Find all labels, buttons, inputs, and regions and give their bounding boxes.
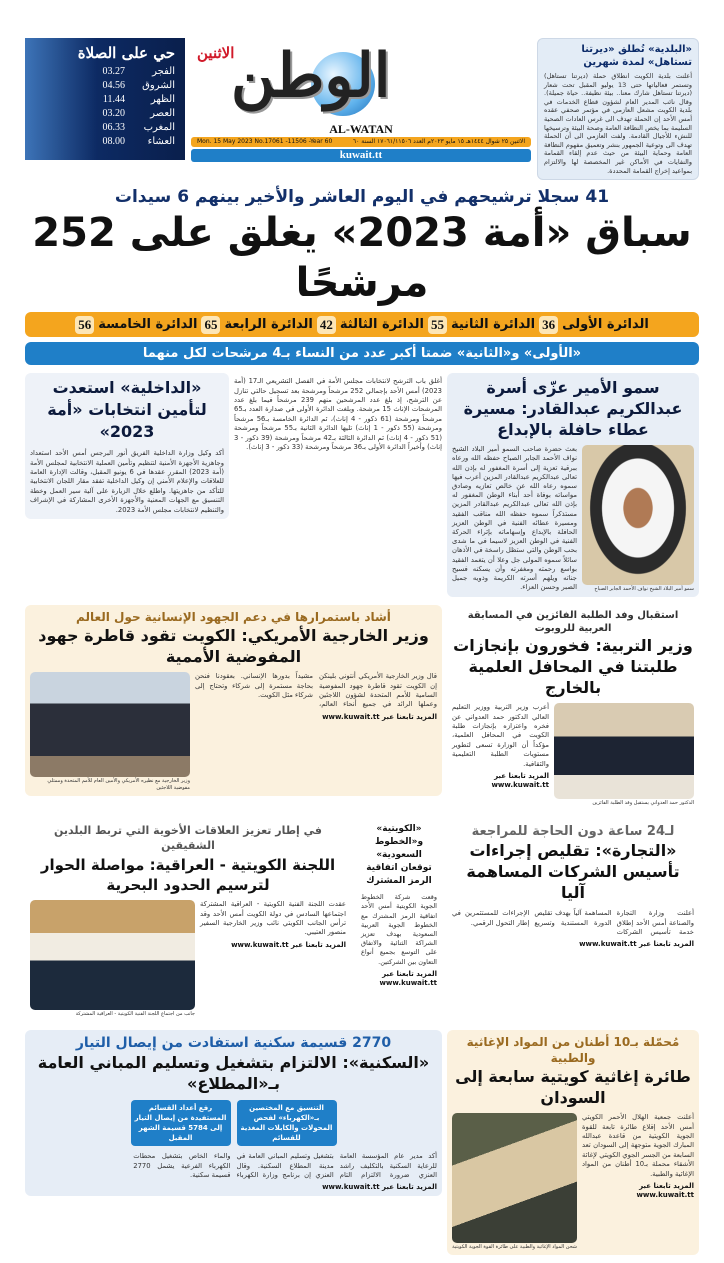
district-count: 55 bbox=[428, 316, 447, 334]
housing-highlight-box: التنسيق مع المختصين بـ«الكهرباء» لفحص المحولات والكابلات المغذية للقسائم bbox=[237, 1100, 337, 1146]
ear-body: أعلنت بلدية الكويت انطلاق حملة (ديرتنا تستاهل) وتستمر فعالياتها حتى 13 يوليو المقبل تحت شعار (ديرتنا تستاهل شارك معنا.. بيئة نظيفة.. حياة جميلة). وقال نائب المدير العام لشؤون قطاع الخدمات في بلدية الكويت مشعل العازمي في مؤتمر صحفي عقده أمس الأحد إن الحملة تهدف الى غرس العادات الصحية السليمة بما يخص النظافة العامة وصحة البيئة وترسيخها للنشء للأجيال القادمة. ولفت العازمي الى أن الحملة تهدف الى وتوعية الجمهور بنشر وتعميق مفهوم النظافة العامة وحماية البيئة من حيث عدم إلقاء القمامة والنفايات في الأماكن غير المخصصة لها والالتزام بمواعيد إخراج القمامة المحددة. bbox=[544, 72, 692, 175]
ear-headline: «البلدية» تُطلق «ديرتنا تستاهل» لمدة شهرين bbox=[581, 44, 692, 68]
sudan-kicker: مُحمّلة بـ10 أطنان من المواد الإغاثية والطبية bbox=[466, 1035, 680, 1066]
amir-body: بعث حضرة صاحب السمو أمير البلاد الشيخ نواف الأحمد الجابر الصباح حفظه الله ورعاه ببرقية تعزية إلى أسرة المغفور له بإذن الله تعالى عبدالكريم عبدالقادر المزين أعرب فيها سموه رعاه الله عن خالص تعازيه وصادق مواساته بوفاة أحد أبناء الوطن المغفور له بإذن الله تعالى عبدالكريم عبدالقادر المزين مستذكراً سموه حفظه الله مناقب الفقيد ومسيرة عطائه الفنية في الوطن العزيز الحافلة بالإبداع وإسهاماته بإثراء الحركة الفنية في الوطن العزيز لاسيما في ما شدى بحب الوطن والتي ستظل راسخة في الأذهان سائلاً سموه المولى جل وعلا أن يتغمد الفقيد بواسع رحمته ومغفرته وأن يسكنه فسيح جناته ويلهم أسرته الكريمة وذويه جميل الصبر وحسن العزاء. bbox=[452, 445, 577, 592]
district-count: 36 bbox=[539, 316, 558, 334]
iraq-more-link[interactable]: المزيد تابعنا عبر www.kuwait.tt bbox=[231, 940, 346, 949]
education-more-link[interactable]: المزيد تابعنا عبر www.kuwait.tt bbox=[491, 771, 549, 789]
iraq-media bbox=[30, 900, 346, 1018]
district-count: 42 bbox=[317, 316, 336, 334]
women-candidates-bar: «الأولى» و«الثانية» ضمتا أكبر عدد من النساء بـ4 مرشحات لكل منهما bbox=[25, 342, 699, 365]
interior-body: أكد وكيل وزارة الداخلية الفريق أنور البرجس أمس الأحد استعداد وجاهزية الأجهزة الأمنية لتنظيم وتأمين العملية الانتخابية لمجلس الأمة (أمة 2023) المقرر عقدها في 6 يونيو المقبل، وقالت الإدارة العامة للعلاقات والإعلام الأمني إن وكيل الداخلية تفقد مقار اللجان الانتخابية للتأكد من جاهزيتها. واطلع خلال الزيارة على آلية سير العمل وخطة التنسيق مع الجهات المعنية والأجهزة الأخرى المشاركة في الإشراف والتنظيم لانتخابات مجلس الأمة 2023. bbox=[30, 449, 224, 514]
iraq-body: عقدت اللجنة الفنية الكويتية - العراقية المشتركة اجتماعها السادس في دولة الكويت أمس الأحد وقد ترأس الجانب الكويتي نائب وزير الخارجية السفير منصور العتيبي. bbox=[200, 900, 346, 937]
education-story bbox=[447, 605, 699, 811]
commerce-body: أعلنت وزارة التجارة والصناعة أمس الأحد إطلاق خدمة تأسيس الشركات المساهمة آلياً بهدف تقليص الدورة المستندية وتسريع الإجراءات للمستثمرين في إطار التحول الرقمي. bbox=[452, 909, 694, 936]
amir-headline: سمو الأمير عزّى أسرة عبدالكريم عبدالقادر: مسيرة عطاء حافلة بالإبداع bbox=[463, 378, 683, 440]
education-headline: وزير التربية: فخورون بإنجازات طلبتنا في المحافل العلمية بالخارج bbox=[453, 636, 693, 698]
sudan-caption: شحن المواد الإغاثية والطبية على طائرة القوة الجوية الكويتية bbox=[452, 1244, 577, 1251]
prayer-times-box bbox=[25, 38, 185, 160]
prayer-time: 03.20 bbox=[102, 108, 125, 119]
education-text bbox=[452, 703, 549, 790]
prayer-title: حي على الصلاة bbox=[77, 44, 175, 62]
blinken-photo bbox=[30, 672, 190, 777]
iraq-caption: جانب من اجتماع اللجنة الفنية الكويتية - العراقية المشتركة bbox=[75, 1011, 195, 1018]
iraq-text bbox=[200, 900, 346, 950]
commerce-story bbox=[447, 819, 699, 953]
prayer-row bbox=[35, 135, 175, 149]
sudan-media bbox=[452, 1113, 694, 1251]
housing-highlight-box: رفع أعداد القسائم المستفيدة من إيصال التيار إلى 5784 قسيمة الشهر المقبل bbox=[131, 1100, 231, 1146]
prayer-row bbox=[35, 65, 175, 79]
education-figure bbox=[554, 703, 694, 807]
row-1 bbox=[25, 373, 699, 597]
housing-more-link[interactable]: المزيد تابعنا عبر www.kuwait.tt bbox=[322, 1183, 437, 1192]
prayer-row bbox=[35, 93, 175, 107]
dateline bbox=[191, 137, 531, 147]
housing-headline: «السكنية»: الالتزام بتشغيل وتسليم المباني العامة بـ«المطلاع» bbox=[37, 1053, 430, 1094]
row-4 bbox=[25, 1030, 699, 1255]
prayer-time: 08.00 bbox=[102, 136, 125, 147]
sudan-text bbox=[582, 1113, 694, 1200]
row-3 bbox=[25, 819, 699, 1022]
blinken-figure bbox=[30, 672, 190, 792]
lead-kicker: 41 سجلا ترشيحهم في اليوم العاشر والأخير بينهم 6 سيدات bbox=[114, 187, 610, 208]
blinken-story bbox=[25, 605, 442, 796]
iraq-figure bbox=[30, 900, 195, 1018]
prayer-row bbox=[35, 107, 175, 121]
iraq-kicker: في إطار تعزيز العلاقات الأخوية التي تربط البلدين الشقيقين bbox=[54, 824, 322, 853]
amir-photo bbox=[582, 445, 694, 585]
amir-media bbox=[452, 445, 694, 593]
ear-story bbox=[537, 38, 699, 180]
header bbox=[25, 38, 699, 180]
row-2 bbox=[25, 605, 699, 811]
prayer-row bbox=[35, 121, 175, 135]
sudan-body: أعلنت جمعية الهلال الأحمر الكويتي أمس الأحد إقلاع طائرة تابعة للقوة الجوية الكويتية من قاعدة عبدالله المبارك الجوية متوجهة إلى السودان تعد السابعة من الجسر الجوي الكويتي لإغاثة الأشقاء محملة بـ10 أطنان من المواد الإغاثية والطبية. bbox=[582, 1113, 694, 1178]
prayer-row bbox=[35, 79, 175, 93]
prayer-time: 04.56 bbox=[102, 80, 125, 91]
housing-kicker: 2770 قسيمة سكنية استفادت من إيصال التيار bbox=[75, 1035, 392, 1052]
education-photo bbox=[554, 703, 694, 799]
date-arabic: الاثنين ٢٥ شوال ١٤٤٤هـ ١٥ مايو ٢٠٢٣م العدد ١٧٠٦١/١١٥٠٦ السنة ٦٠ bbox=[352, 138, 525, 145]
blinken-body: قال وزير الخارجية الأمريكي أنتوني بلينكن إن الكويت تقود قاطرة جهود المفوضية السامية للأمم المتحدة لشؤون اللاجئين وعملها الرائد في جميع أنحاء العالم، مشيداً بدورها الإنساني. بعقودنا فنحن بحاجة مستمرة إلى شركاء وتحتاج إلى شركاء مثل الكويت. bbox=[195, 672, 437, 709]
amir-caption: سمو أمير البلاد الشيخ نواف الأحمد الجابر الصباح bbox=[594, 586, 694, 593]
airways-headline: «الكويتية» و«الخطوط السعودية» توقعان اتفاقية الرمز المشترك bbox=[366, 824, 432, 887]
district-name: الدائرة الثالثة bbox=[339, 316, 424, 332]
housing-highlights bbox=[30, 1100, 437, 1146]
iraq-headline: اللجنة الكويتية - العراقية: مواصلة الحوار لترسيم الحدود البحرية bbox=[40, 856, 336, 895]
amir-story bbox=[447, 373, 699, 597]
amir-figure bbox=[582, 445, 694, 593]
logo-latin: AL-WATAN bbox=[329, 122, 393, 136]
lead-headline: سباق «أمة 2023» يغلق على 252 مرشحًا bbox=[32, 210, 692, 307]
sudan-more-link[interactable]: المزيد تابعنا عبر www.kuwait.tt bbox=[636, 1181, 694, 1199]
sudan-story bbox=[447, 1030, 699, 1255]
blinken-more-link[interactable]: المزيد تابعنا عبر www.kuwait.tt bbox=[322, 712, 437, 721]
sudan-headline: طائرة إغاثية كويتية سابعة إلى السودان bbox=[455, 1067, 691, 1108]
housing-story bbox=[25, 1030, 442, 1196]
districts-bar bbox=[25, 312, 699, 337]
interior-story bbox=[25, 373, 229, 519]
logo: الوطن bbox=[231, 41, 391, 111]
prayer-name: العشاء bbox=[147, 136, 175, 147]
iraq-photo bbox=[30, 900, 195, 1010]
prayer-time: 11.44 bbox=[102, 94, 125, 105]
district-name: الدائرة الرابعة bbox=[224, 316, 313, 332]
blinken-caption: وزير الخارجية مع نظيره الأمريكي والأمين العام للأمم المتحدة وممثلي مفوضية اللاجئين bbox=[47, 778, 190, 792]
logo-art bbox=[191, 38, 531, 122]
commerce-headline: «التجارة»: تقليص إجراءات تأسيس الشركات المساهمة آليا bbox=[466, 841, 680, 903]
district-name: الدائرة الخامسة bbox=[98, 316, 198, 332]
prayer-name: الفجر bbox=[152, 66, 175, 77]
website-link[interactable]: kuwait.tt bbox=[191, 149, 531, 162]
prayer-name: الظهر bbox=[150, 94, 175, 105]
airways-more-link[interactable]: المزيد تابعنا عبر www.kuwait.tt bbox=[379, 969, 437, 987]
prayer-name: العصر bbox=[150, 108, 175, 119]
district-count: 65 bbox=[201, 316, 220, 334]
commerce-more-link[interactable]: المزيد تابعنا عبر www.kuwait.tt bbox=[579, 940, 694, 949]
sudan-figure bbox=[452, 1113, 577, 1251]
district-name: الدائرة الثانية bbox=[450, 316, 536, 332]
interior-headline: «الداخلية» استعدت لتأمين انتخابات «أمة 2023» bbox=[47, 378, 207, 442]
blinken-headline: وزير الخارجية الأمريكي: الكويت تقود قاطرة جهود المفوضية الأممية bbox=[38, 626, 429, 667]
blinken-text bbox=[195, 672, 437, 722]
education-media bbox=[452, 703, 694, 807]
blinken-media bbox=[30, 672, 437, 792]
education-caption: الدكتور حمد العدواني يستقبل وفد الطلبة الفائزين bbox=[592, 800, 694, 807]
sudan-photo bbox=[452, 1113, 577, 1243]
commerce-kicker: لـ24 ساعة دون الحاجة للمراجعة bbox=[471, 824, 675, 840]
iraq-story bbox=[25, 819, 351, 1022]
education-kicker: استقبال وفد الطلبة الفائزين في المسابقة العربية للروبوت bbox=[467, 610, 679, 635]
weekday: الاثنين bbox=[197, 44, 235, 62]
prayer-name: المغرب bbox=[143, 122, 175, 133]
airways-body: وقعت شركة الخطوط الجوية الكويتية أمس الأحد اتفاقية الرمز المشترك مع الخطوط الجوية العربية السعودية بهدف تعزيز الشراكة الثنائية والاتفاق على التوسع بجميع أنواع التعاون بين الشركتين. bbox=[361, 893, 437, 966]
prayer-time: 03.27 bbox=[102, 66, 125, 77]
education-body: أعرب وزير التربية ووزير التعليم العالي الدكتور حمد العدواني عن فخره واعتزازه بإنجازات طلبة الكويت في المحافل العلمية، مؤكداً أن الوزارة تسعى لتطوير مستويات الطلبة التعليمية والثقافية. bbox=[452, 703, 549, 768]
district-count: 56 bbox=[75, 316, 94, 334]
district-name: الدائرة الأولى bbox=[562, 316, 649, 332]
lead-body: أغلق باب الترشح لانتخابات مجلس الأمة في الفصل التشريعي الـ17 (أمة 2023) أمس الأحد بإجمالي 252 مرشحاً ومرشحة بعد تسجيل حالتي تنازل عن الترشح، إذ بلغ عدد المرشحين منهم 239 مرشحاً فيما بلغ عدد المرشحات الإناث 15 مرشحة. وبلغت الدائرة الأولى في صدارة العدد بـ65 مرشحاً ومرشحة (61 ذكور - 4 إناث)، ثم الدائرة الخامسة بـ56 مرشحاً ومرشحة (55 ذكور - 1 إناث) تليها الدائرة الثانية بـ55 مرشحاً ومرشحة (51 ذكور - 4 إناث) ثم الدائرة الثالثة بـ42 مرشحاً ومرشحة (39 ذكور - 3 إناث) وأخيراً الدائرة الأولى بـ36 مرشحاً ومرشحة (33 ذكور - 3 إناث). bbox=[234, 377, 443, 451]
blinken-kicker: أشاد باستمرارها في دعم الجهود الإنسانية حول العالم bbox=[76, 610, 391, 625]
airways-story bbox=[356, 819, 442, 992]
prayer-name: الشروق bbox=[142, 80, 175, 91]
date-english: Mon. 15 May 2023 No.17061 -11506 -Year 60 bbox=[197, 138, 333, 145]
prayer-time: 06.33 bbox=[102, 122, 125, 133]
masthead bbox=[191, 38, 531, 162]
housing-body: أكد مدير عام المؤسسة العامة للرعاية السكنية بالتكليف راشد العنزي ضرورة الالتزام التام بتشغيل وتسليم المباني العامة في مدينة المطلاع السكنية. وقال العنزي إن برنامج وزارة الكهرباء والماء الخاص بتشغيل محطات الكهرباء الفرعية يشمل 2770 قسيمة سكنية. bbox=[133, 1152, 437, 1179]
